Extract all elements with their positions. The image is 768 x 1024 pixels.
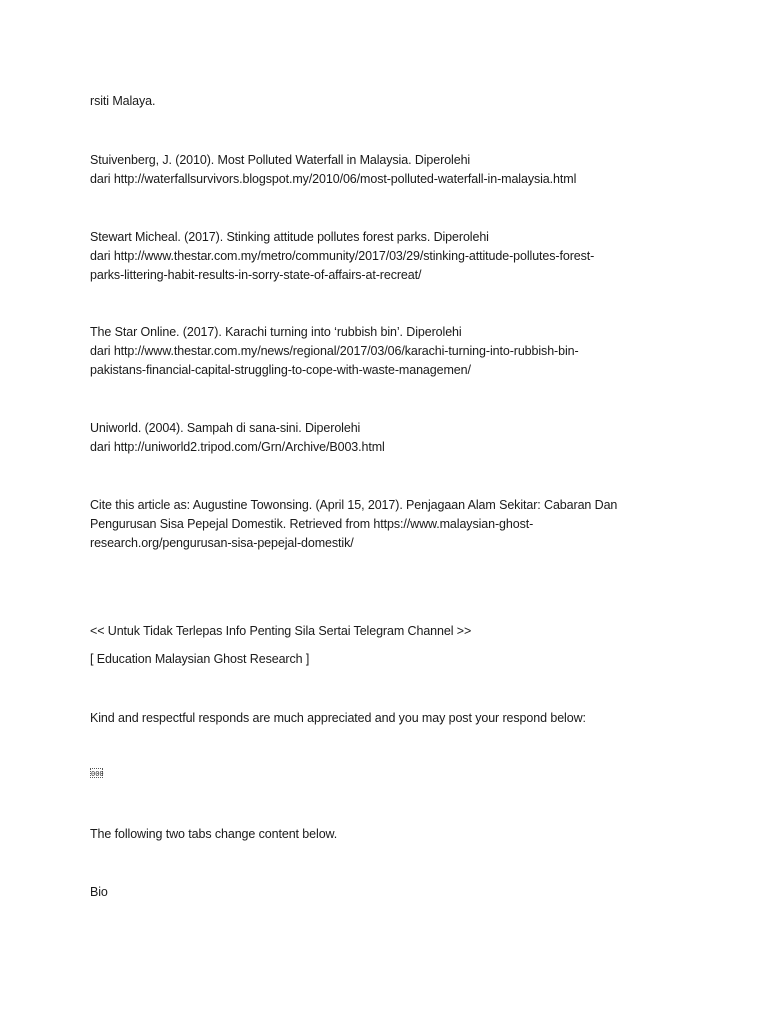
reference-line: Uniworld. (2004). Sampah di sana-sini. Diperolehi [90,421,361,435]
reference-the-star [90,323,690,380]
comment-prompt-text: Kind and respectful responds are much appreciated and you may post your respond below: [90,711,586,725]
bio-tab [90,883,690,902]
broken-image-icon: 000 [91,770,104,778]
citation-line: Cite this article as: Augustine Towonsing. (April 15, 2017). Penjagaan Alam Sekitar: Cabaran Dan [90,498,618,512]
reference-line: Stuivenberg, J. (2010). Most Polluted Waterfall in Malaysia. Diperolehi [90,153,471,167]
tabs-notice-text: The following two tabs change content below. [90,827,338,841]
reference-stewart [90,228,690,285]
channel-name-text[interactable]: [ Education Malaysian Ghost Research ] [90,652,310,666]
reference-link[interactable]: dari http://www.thestar.com.my/metro/community/2017/03/29/stinking-attitude-pollutes-forest- [90,249,595,263]
citation-link[interactable]: Pengurusan Sisa Pepejal Domestik. Retrieved from https://www.malaysian-ghost- [90,517,534,531]
reference-link-continued[interactable]: pakistans-financial-capital-struggling-to-cope-with-waste-managemen/ [90,363,471,377]
citation-block [90,496,690,553]
text-fragment [90,92,690,111]
reference-link[interactable]: dari http://waterfallsurvivors.blogspot.my/2010/06/most-polluted-waterfall-in-malaysia.html [90,172,577,186]
reference-stuivenberg [90,151,690,189]
channel-name [90,650,690,669]
reference-uniworld [90,419,690,457]
reference-link[interactable]: dari http://www.thestar.com.my/news/regional/2017/03/06/karachi-turning-into-rubbish-bin- [90,344,579,358]
telegram-notice [90,622,690,641]
comment-prompt [90,709,690,728]
reference-line: Stewart Micheal. (2017). Stinking attitude pollutes forest parks. Diperolehi [90,230,489,244]
fragment-line: rsiti Malaya. [90,94,156,108]
tabs-notice [90,825,690,844]
reference-link[interactable]: dari http://uniworld2.tripod.com/Grn/Archive/B003.html [90,440,385,454]
reference-link-continued[interactable]: parks-littering-habit-results-in-sorry-state-of-affairs-at-recreat/ [90,268,422,282]
telegram-notice-text[interactable]: << Untuk Tidak Terlepas Info Penting Sila Sertai Telegram Channel >> [90,624,472,638]
bio-tab-label[interactable]: Bio [90,885,108,899]
reference-line: The Star Online. (2017). Karachi turning into ‘rubbish bin’. Diperolehi [90,325,462,339]
citation-link-continued[interactable]: research.org/pengurusan-sisa-pepejal-domestik/ [90,536,354,550]
